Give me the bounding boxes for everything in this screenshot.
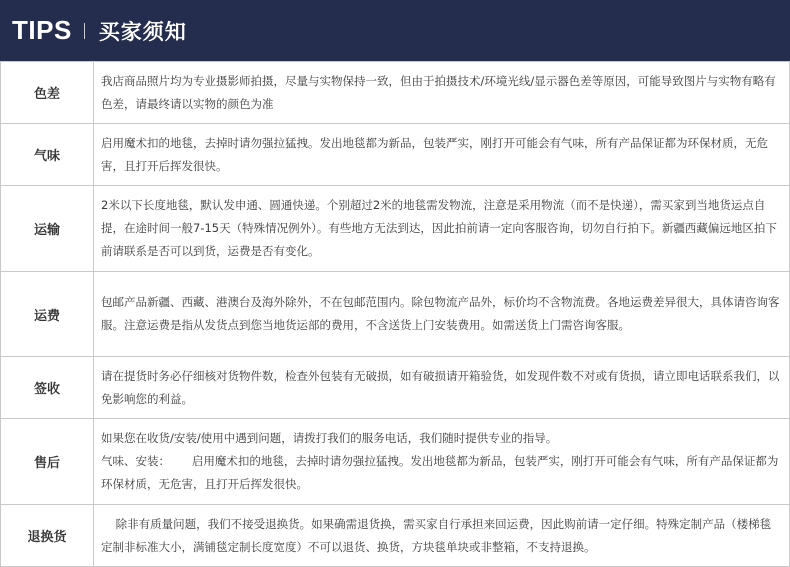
table-row [1,505,790,567]
content-line: 我店商品照片均为专业摄影师拍摄，尽量与实物保持一致，但由于拍摄技术/环境光线/显示器色差等原因，可能导致图片与实物有略有色差，请最终请以实物的颜色为准 [101,73,776,111]
row-content-after-sales [94,419,790,505]
row-label-freight: 运费 [1,272,94,357]
content-line: 如果您在收货/安装/使用中遇到问题，请拨打我们的服务电话，我们随时提供专业的指导。 [101,431,558,445]
content-line: 启用魔术扣的地毯，去掉时请勿强拉猛拽。发出地毯都为新品，包装严实，刚打开可能会有气味，所有产品保证都为环保材质，无危害，且打开后挥发很快。 [101,135,768,173]
content-line: 除非有质量问题，我们不接受退换货。如果确需退货换，需买家自行承担来回运费，因此购前请一定仔细。特殊定制产品（楼梯毯定制非标准大小，满铺毯定制长度宽度）不可以退货、换货，方块毯单块或非整箱，不支持退换。 [101,516,772,554]
tips-header [0,0,790,61]
row-content-color-difference [94,62,790,124]
table-row [1,186,790,272]
content-line: 2米以下长度地毯，默认发申通、圆通快递。个别超过2米的地毯需发物流，注意是采用物流（而不是快递），需买家到当地货运点自提，在途时间一般7-15天（特殊情况例外）。有些地方无法到达，因此拍前请一定向客服咨询，切勿自行拍下。新疆西藏偏远地区拍下前请联系是否可以到货，运费是否有变化。 [101,198,777,258]
row-label-after-sales: 售后 [1,419,94,505]
row-content-receipt [94,357,790,419]
row-content-odor [94,124,790,186]
table-row [1,62,790,124]
table-row [1,419,790,505]
content-line: 请在提货时务必仔细核对货物件数，检查外包装有无破损，如有破损请开箱验货，如发现件数不对或有货损，请立即电话联系我们，以免影响您的利益。 [101,368,780,406]
table-row [1,124,790,186]
row-label-returns: 退换货 [1,505,94,567]
row-content-freight [94,272,790,357]
row-content-shipping [94,186,790,272]
buyer-notice-table [0,61,790,567]
table-row [1,272,790,357]
header-title: TIPS [12,15,72,45]
header-subtitle: 买家须知 [98,18,187,44]
content-line: 包邮产品新疆、西藏、港澳台及海外除外，不在包邮范围内。除包物流产品外，标价均不含物流费。各地运费差异很大，具体请咨询客服。注意运费是指从发货点到您当地货运部的费用，不含送货上门安装费用。如需送货上门需咨询客服。 [101,295,780,332]
row-content-returns [94,505,790,567]
row-label-odor: 气味 [1,124,94,186]
header-divider [84,23,85,39]
row-label-receipt: 签收 [1,357,94,419]
row-label-color-difference: 色差 [1,62,94,124]
row-label-shipping: 运输 [1,186,94,272]
content-line: 气味、安装： 启用魔术扣的地毯，去掉时请勿强拉猛拽。发出地毯都为新品，包装严实，刚打开可能会有气味，所有产品保证都为环保材质，无危害，且打开后挥发很快。 [101,454,779,491]
table-row [1,357,790,419]
